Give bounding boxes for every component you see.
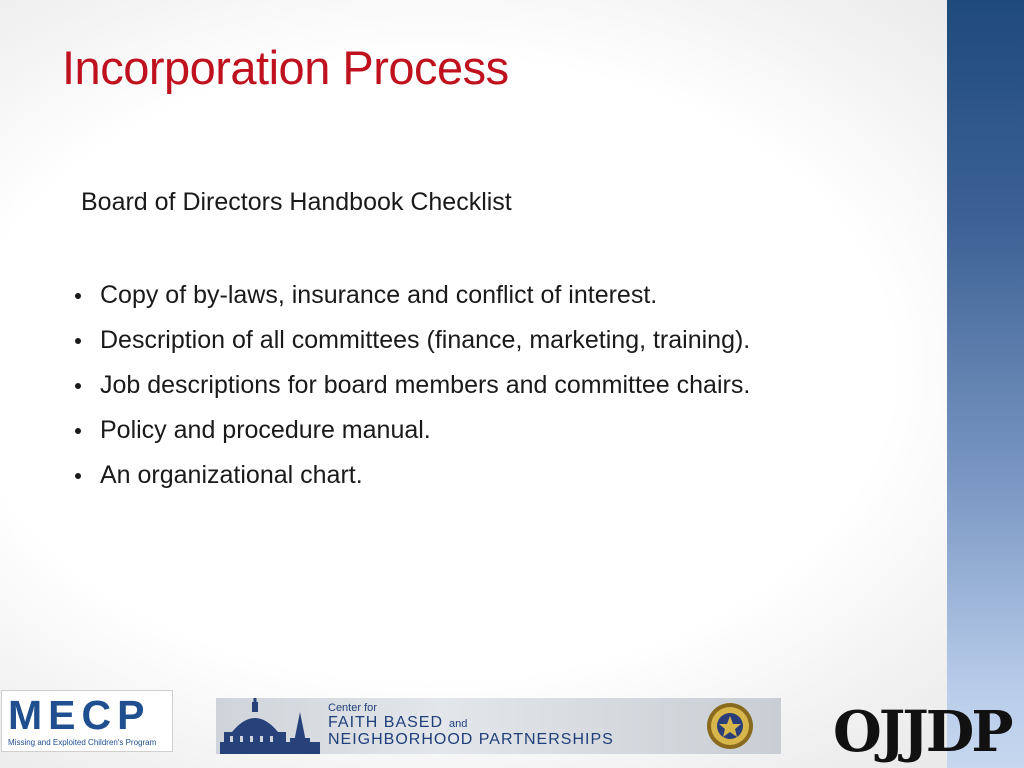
- cfbnp-faith-based: [328, 714, 467, 732]
- capitol-building-icon: [220, 698, 320, 754]
- cfbnp-faith-based-text: FAITH BASED: [328, 714, 444, 731]
- bullet-item: Description of all committees (finance, marketing, training).: [72, 325, 750, 370]
- cfbnp-center-for: Center for: [328, 702, 377, 714]
- bullet-item: Copy of by-laws, insurance and conflict of interest.: [72, 280, 750, 325]
- doj-seal-icon: [706, 702, 754, 750]
- side-accent-bar: [947, 0, 1024, 768]
- checklist-bullets: [72, 280, 750, 505]
- bullet-item: Job descriptions for board members and committee chairs.: [72, 370, 750, 415]
- mecp-logo-tagline: Missing and Exploited Children's Program: [8, 738, 157, 747]
- cfbnp-and: and: [449, 718, 468, 730]
- checklist-heading: Board of Directors Handbook Checklist: [81, 188, 512, 216]
- ojjdp-logo: OJJDP: [833, 699, 1011, 765]
- slide-title: Incorporation Process: [62, 41, 509, 94]
- faith-based-partnerships-logo: [216, 698, 781, 754]
- cfbnp-neighborhood-partnerships: NEIGHBORHOOD PARTNERSHIPS: [328, 731, 614, 748]
- mecp-logo-letters: MECP: [8, 692, 151, 738]
- bullet-item: Policy and procedure manual.: [72, 415, 750, 460]
- bullet-item: An organizational chart.: [72, 460, 750, 505]
- mecp-logo: [1, 690, 173, 752]
